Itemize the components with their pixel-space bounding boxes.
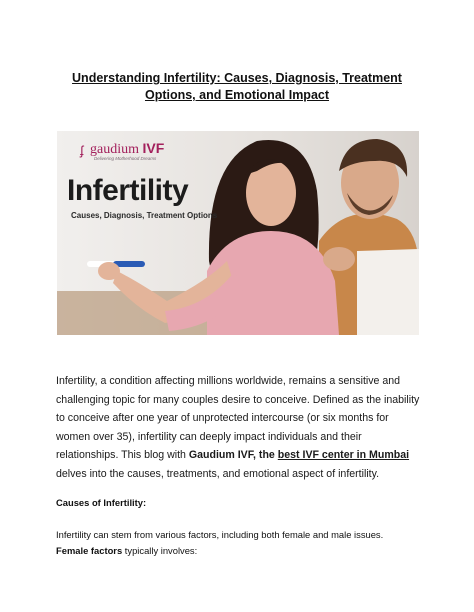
title-line-2: Options, and Emotional Impact (144, 88, 330, 102)
logo-mark-icon: ʄ (80, 143, 84, 158)
banner-photo (57, 131, 419, 335)
logo-tagline: Delivering Motherhood Dreams (94, 156, 157, 161)
causes-intro-line: Infertility can stem from various factors, including both female and male issues. (56, 529, 384, 540)
causes-heading: Causes of Infertility: (56, 497, 147, 508)
logo-name-text: gaudium (90, 142, 139, 157)
female-factors-line (56, 544, 197, 558)
female-factors-text: typically involves: (122, 545, 198, 556)
brand-name: Gaudium IVF, the (188, 449, 278, 462)
intro-paragraph (56, 372, 422, 484)
intro-text-end: delves into the causes, treatments, and emotional aspect of infertility. (56, 467, 380, 480)
banner-heading: Infertility (67, 174, 189, 207)
banner-subheading: Causes, Diagnosis, Treatment Options (71, 211, 218, 220)
intro-text: Infertility, a condition affecting millions worldwide, remains a sensitive and challenging topic for many couples desire to conceive. Defined as the inability to conceive after one year of unprotected intercourse (or six months for women over 35), infertility can deeply impact individuals and their relationships. This blog with (56, 375, 420, 462)
document-title (56, 70, 418, 104)
logo-ivf-text: IVF (142, 140, 165, 156)
title-line-1: Understanding Infertility: Causes, Diagnosis, Treatment (72, 71, 402, 85)
ivf-center-link[interactable]: best IVF center in Mumbai (277, 449, 410, 462)
female-factors-label: Female factors (56, 545, 123, 556)
banner-image (57, 131, 419, 335)
